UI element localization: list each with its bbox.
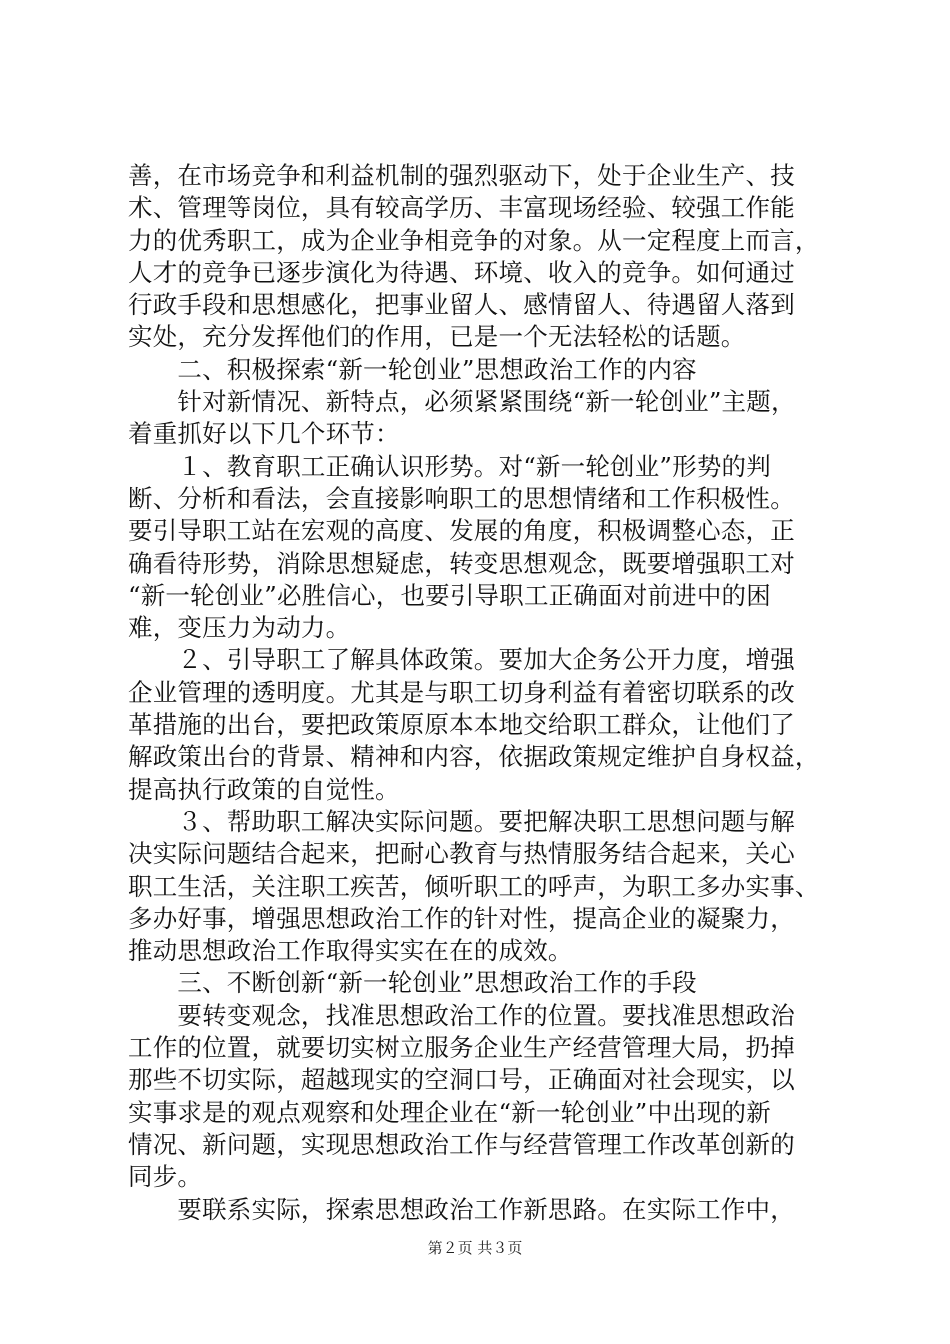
text-line: 二、积极探索“新一轮创业”思想政治工作的内容 [128,354,697,384]
text-line: 确看待形势，消除思想疑虑，转变思想观念，既要增强职工对 [128,548,795,578]
body-text [128,160,840,1226]
page-footer: 第２页 共３页 [427,1239,523,1257]
text-line: 人才的竞争已逐步演化为待遇、环境、收入的竞争。如何通过 [128,257,795,287]
text-line: 实事求是的观点观察和处理企业在“新一轮创业”中出现的新 [128,1097,771,1127]
text-line: 决实际问题结合起来，把耐心教育与热情服务结合起来，关心 [128,839,795,869]
text-line: 针对新情况、新特点，必须紧紧围绕“新一轮创业”主题， [128,387,796,417]
text-line: 多办好事，增强思想政治工作的针对性，提高企业的凝聚力， [128,903,795,933]
text-line: １、教育职工正确认识形势。对“新一轮创业”形势的判 [128,451,771,481]
text-line: 行政手段和思想感化，把事业留人、感情留人、待遇留人落到 [128,290,795,320]
text-line: 断、分析和看法，会直接影响职工的思想情绪和工作积极性。 [128,483,795,513]
text-line: ２、引导职工了解具体政策。要加大企务公开力度，增强 [128,645,795,675]
text-line: 善，在市场竞争和利益机制的强烈驱动下，处于企业生产、技 [128,161,795,190]
text-line: 要联系实际，探索思想政治工作新思路。在实际工作中， [128,1194,795,1224]
text-line: 难，变压力为动力。 [128,613,351,643]
text-line: 着重抓好以下几个环节： [128,419,400,449]
text-line: 工作的位置，就要切实树立服务企业生产经营管理大局，扔掉 [128,1033,795,1063]
text-line: ３、帮助职工解决实际问题。要把解决职工思想问题与解 [128,806,795,836]
text-line: 解政策出台的背景、精神和内容，依据政策规定维护自身权益， [128,742,820,772]
text-line: 职工生活，关注职工疾苦，倾听职工的呼声，为职工多办实事、 [128,871,820,901]
text-line: 术、管理等岗位，具有较高学历、丰富现场经验、较强工作能 [128,193,795,223]
text-line: 推动思想政治工作取得实实在在的成效。 [128,936,573,966]
text-line: 同步。 [128,1162,203,1192]
text-line: “新一轮创业”必胜信心，也要引导职工正确面对前进中的困 [128,580,771,610]
text-line: 情况、新问题，实现思想政治工作与经营管理工作改革创新的 [128,1129,795,1159]
text-line: 革措施的出台，要把政策原原本本地交给职工群众，让他们了 [128,710,795,740]
text-line: 三、不断创新“新一轮创业”思想政治工作的手段 [128,968,697,998]
text-line: 力的优秀职工，成为企业争相竞争的对象。从一定程度上而言， [128,225,820,255]
text-line: 那些不切实际，超越现实的空洞口号，正确面对社会现实，以 [128,1065,795,1095]
text-line: 要引导职工站在宏观的高度、发展的角度，积极调整心态，正 [128,516,795,546]
text-line: 实处，充分发挥他们的作用，已是一个无法轻松的话题。 [128,322,746,352]
text-line: 企业管理的透明度。尤其是与职工切身利益有着密切联系的改 [128,677,795,707]
text-line: 提高执行政策的自觉性。 [128,774,400,804]
text-line: 要转变观念，找准思想政治工作的位置。要找准思想政治 [128,1000,795,1030]
